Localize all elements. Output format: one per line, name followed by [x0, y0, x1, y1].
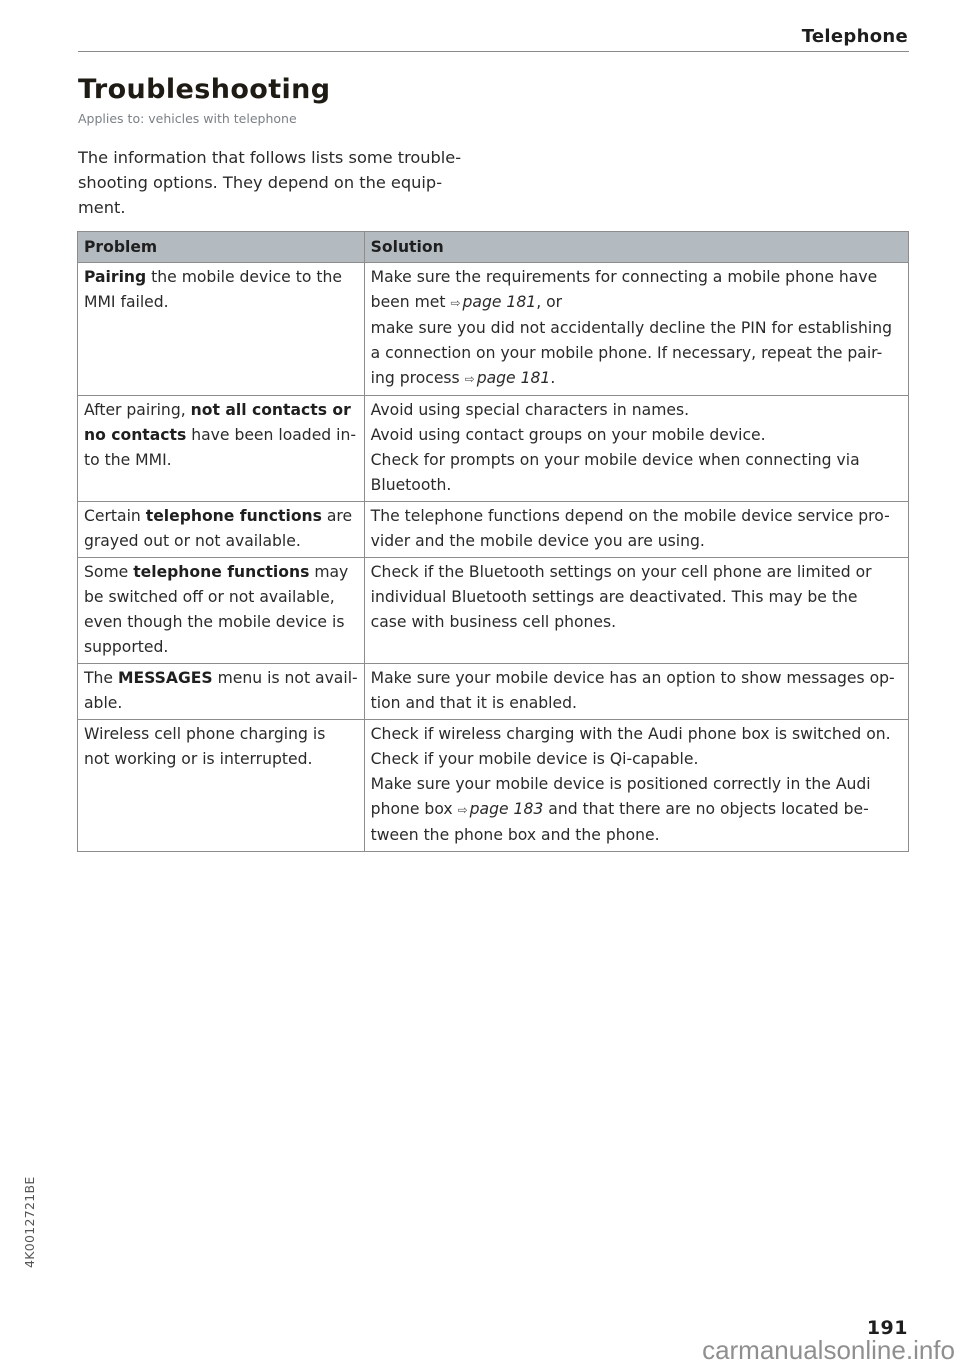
solution-line: Check for prompts on your mobile device when connecting via	[370, 451, 860, 469]
solution-line: vider and the mobile device you are using.	[370, 532, 705, 550]
section-title: Troubleshooting	[78, 74, 331, 105]
problem-line: be switched off or not available,	[84, 588, 335, 606]
cross-reference-arrow-icon: ⇨	[464, 372, 475, 386]
solution-line: Check if your mobile device is Qi-capable.	[370, 750, 699, 768]
problem-keyword: MESSAGES	[117, 669, 213, 687]
problem-line: even though the mobile device is	[84, 613, 345, 631]
problem-keyword: telephone functions	[145, 507, 322, 525]
problem-line: Wireless cell phone charging is	[84, 725, 326, 743]
problem-line: supported.	[84, 638, 169, 656]
solution-line: tween the phone box and the phone.	[370, 826, 660, 844]
problem-cell	[78, 558, 365, 664]
page-reference-link[interactable]: page 183	[469, 800, 544, 818]
problem-line: grayed out or not available.	[84, 532, 301, 550]
table-row	[78, 558, 909, 664]
table-row	[78, 263, 909, 396]
problem-keyword: not all contacts or	[190, 401, 351, 419]
table-row	[78, 396, 909, 502]
problem-line: Certain telephone functions are	[84, 507, 353, 525]
column-header-solution: Solution	[364, 232, 908, 263]
solution-cell	[364, 502, 908, 558]
solution-line: a connection on your mobile phone. If necessary, repeat the pair-	[370, 344, 883, 362]
header-rule	[78, 51, 909, 52]
running-head: Telephone	[801, 26, 908, 47]
solution-line: Bluetooth.	[370, 476, 452, 494]
problem-cell	[78, 263, 365, 396]
solution-line: been met ⇨ page 181, or	[370, 293, 563, 311]
problem-cell	[78, 502, 365, 558]
problem-line: MMI failed.	[84, 293, 169, 311]
solution-cell	[364, 396, 908, 502]
troubleshooting-table	[77, 231, 909, 852]
solution-line: Check if wireless charging with the Audi phone box is switched on.	[370, 725, 891, 743]
solution-cell	[364, 664, 908, 720]
problem-cell	[78, 396, 365, 502]
problem-keyword: no contacts	[84, 426, 187, 444]
solution-line: tion and that it is enabled.	[370, 694, 577, 712]
solution-line: phone box ⇨ page 183 and that there are no objects located be-	[370, 800, 869, 818]
solution-line: Avoid using special characters in names.	[370, 401, 690, 419]
problem-line: Pairing the mobile device to the	[84, 268, 342, 286]
cross-reference-arrow-icon: ⇨	[457, 803, 468, 817]
problem-line: not working or is interrupted.	[84, 750, 313, 768]
solution-line: Make sure your mobile device has an option to show messages op-	[370, 669, 895, 687]
page-reference-link[interactable]: page 181	[476, 369, 551, 387]
problem-line: The MESSAGES menu is not avail-	[84, 669, 358, 687]
problem-line: After pairing, not all contacts or	[84, 401, 351, 419]
page-number: 191	[866, 1317, 908, 1339]
problem-keyword: telephone functions	[133, 563, 310, 581]
intro-line: shooting options. They depend on the equip-	[78, 173, 443, 192]
solution-cell	[364, 263, 908, 396]
page-reference-link[interactable]: page 181	[462, 293, 537, 311]
column-header-problem: Problem	[78, 232, 365, 263]
table-row	[78, 720, 909, 852]
table-row	[78, 664, 909, 720]
intro-paragraph	[78, 145, 478, 220]
solution-line: case with business cell phones.	[370, 613, 617, 631]
table-row	[78, 502, 909, 558]
solution-line: Make sure the requirements for connecting a mobile phone have	[370, 268, 878, 286]
cross-reference-arrow-icon: ⇨	[450, 296, 461, 310]
solution-line: Avoid using contact groups on your mobile device.	[370, 426, 766, 444]
solution-line: Make sure your mobile device is positioned correctly in the Audi	[370, 775, 871, 793]
solution-line: make sure you did not accidentally decline the PIN for establishing	[370, 319, 892, 337]
problem-line: able.	[84, 694, 123, 712]
applies-to-note: Applies to: vehicles with telephone	[78, 111, 297, 126]
intro-line: ment.	[78, 198, 126, 217]
problem-line: no contacts have been loaded in-	[84, 426, 356, 444]
intro-line: The information that follows lists some trouble-	[78, 148, 462, 167]
problem-line: Some telephone functions may	[84, 563, 349, 581]
problem-cell	[78, 720, 365, 852]
problem-line: to the MMI.	[84, 451, 172, 469]
solution-line: Check if the Bluetooth settings on your cell phone are limited or	[370, 563, 872, 581]
solution-cell	[364, 558, 908, 664]
solution-cell	[364, 720, 908, 852]
document-code: 4K0012721BE	[22, 1176, 37, 1268]
solution-line: The telephone functions depend on the mobile device service pro-	[370, 507, 890, 525]
watermark: carmanualsonline.info	[702, 1335, 955, 1365]
solution-line: individual Bluetooth settings are deactivated. This may be the	[370, 588, 858, 606]
table-header-row	[78, 232, 909, 263]
problem-keyword: Pairing	[84, 268, 147, 286]
solution-line: ing process ⇨ page 181.	[370, 369, 556, 387]
problem-cell	[78, 664, 365, 720]
